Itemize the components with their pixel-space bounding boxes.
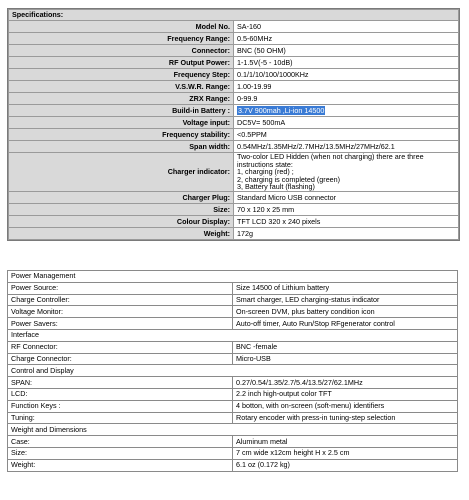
spec-value: 0-99.9	[234, 93, 459, 105]
spec-title: Specifications:	[9, 10, 459, 21]
spec-label: RF Output Power:	[9, 57, 234, 69]
power-row	[8, 412, 458, 424]
power-label: SPAN:	[8, 377, 233, 389]
spec-label: Frequency Step:	[9, 69, 234, 81]
spec-label: Voltage input:	[9, 117, 234, 129]
spec-value	[234, 105, 459, 117]
spec-label: Charger Plug:	[9, 192, 234, 204]
power-row	[8, 294, 458, 306]
power-label: Voltage Monitor:	[8, 306, 233, 318]
power-label: Tuning:	[8, 412, 233, 424]
power-row	[8, 459, 458, 471]
power-label: LCD:	[8, 388, 233, 400]
spec-row	[9, 81, 459, 93]
spec-value: 0.5-60MHz	[234, 33, 459, 45]
spec-value: <0.5PPM	[234, 129, 459, 141]
spec-row	[9, 45, 459, 57]
spec-label: Span width:	[9, 141, 234, 153]
spec-value: 1-1.5V(-5 - 10dB)	[234, 57, 459, 69]
power-label: Size:	[8, 447, 233, 459]
power-label: Power Savers:	[8, 318, 233, 330]
spec-header-row	[9, 10, 459, 21]
section-row	[8, 365, 458, 377]
power-value: Rotary encoder with press-in tuning-step selection	[233, 412, 458, 424]
spec-value-line: 2, charging is completed (green)	[237, 174, 341, 184]
power-label: Weight:	[8, 459, 233, 471]
power-label: Function Keys :	[8, 400, 233, 412]
spec-row	[9, 21, 459, 33]
power-value: 0.27/0.54/1.35/2.7/5.4/13.5/27/62.1MHz	[233, 377, 458, 389]
spec-value: SA-160	[234, 21, 459, 33]
spec-row	[9, 33, 459, 45]
spec-row	[9, 93, 459, 105]
power-row	[8, 400, 458, 412]
spec-value: DC5V= 500mA	[234, 117, 459, 129]
spec-value: 70 x 120 x 25 mm	[234, 204, 459, 216]
power-row	[8, 377, 458, 389]
spec-value: 0.1/1/10/100/1000KHz	[234, 69, 459, 81]
spec-value: Standard Micro USB connector	[234, 192, 459, 204]
power-row	[8, 341, 458, 353]
section-row	[8, 424, 458, 436]
spec-row	[9, 141, 459, 153]
spec-value-line: Two-color LED Hidden (when not charging) there are three instructions state:	[237, 152, 424, 169]
spec-label: Connector:	[9, 45, 234, 57]
section-heading: Interface	[8, 329, 458, 341]
power-value: 7 cm wide x12cm height H x 2.5 cm	[233, 447, 458, 459]
spec-label: Size:	[9, 204, 234, 216]
spec-row	[9, 216, 459, 228]
power-label: RF Connector:	[8, 341, 233, 353]
power-value: 4 botton, with on-screen (soft-menu) identifiers	[233, 400, 458, 412]
spec-label: Frequency stability:	[9, 129, 234, 141]
spec-label: V.S.W.R. Range:	[9, 81, 234, 93]
spec-value: 172g	[234, 228, 459, 240]
spec-row	[9, 153, 459, 192]
spec-value	[234, 153, 459, 192]
spec-value: 0.54MHz/1.35MHz/2.7MHz/13.5MHz/27MHz/62.1	[234, 141, 459, 153]
spec-row	[9, 204, 459, 216]
power-label: Case:	[8, 436, 233, 448]
power-management-table	[7, 270, 458, 472]
spec-value-highlighted[interactable]: 3.7V 900mah ,Li-ion 14500	[238, 105, 325, 115]
power-value: 6.1 oz (0.172 kg)	[233, 459, 458, 471]
spec-row	[9, 105, 459, 117]
spec-row	[9, 69, 459, 81]
spec-row	[9, 228, 459, 240]
spec-row	[9, 129, 459, 141]
power-row	[8, 388, 458, 400]
spec-label: Frequency Range:	[9, 33, 234, 45]
power-value: Size 14500 of Lithium battery	[233, 282, 458, 294]
spec-row	[9, 57, 459, 69]
section-row	[8, 271, 458, 283]
section-heading: Power Management	[8, 271, 458, 283]
section-heading: Control and Display	[8, 365, 458, 377]
spec-label: ZRX Range:	[9, 93, 234, 105]
power-value: 2.2 inch high-output color TFT	[233, 388, 458, 400]
power-row	[8, 447, 458, 459]
spec-label: Colour Display:	[9, 216, 234, 228]
power-row	[8, 436, 458, 448]
spec-value: BNC (50 OHM)	[234, 45, 459, 57]
power-value: Micro-USB	[233, 353, 458, 365]
power-row	[8, 318, 458, 330]
power-row	[8, 306, 458, 318]
section-heading: Weight and Dimensions	[8, 424, 458, 436]
power-value: Aluminum metal	[233, 436, 458, 448]
power-value: BNC -female	[233, 341, 458, 353]
power-label: Charge Controller:	[8, 294, 233, 306]
specifications-table	[7, 8, 460, 241]
spec-value-line: 1, charging (red) ;	[237, 167, 294, 177]
power-value: Auto-off timer, Auto Run/Stop RFgenerator control	[233, 318, 458, 330]
power-row	[8, 282, 458, 294]
spec-label: Weight:	[9, 228, 234, 240]
spec-label: Build-in Battery :	[9, 105, 234, 117]
spec-label: Model No.	[9, 21, 234, 33]
section-row	[8, 329, 458, 341]
power-value: On-screen DVM, plus battery condition icon	[233, 306, 458, 318]
power-value: Smart charger, LED charging-status indicator	[233, 294, 458, 306]
spec-label: Charger indicator:	[9, 153, 234, 192]
spec-value: 1.00-19.99	[234, 81, 459, 93]
spec-row	[9, 192, 459, 204]
power-label: Charge Connector:	[8, 353, 233, 365]
spec-row	[9, 117, 459, 129]
spec-value-line: 3, Battery fault (flashing)	[237, 182, 315, 192]
power-row	[8, 353, 458, 365]
power-label: Power Source:	[8, 282, 233, 294]
spec-value: TFT LCD 320 x 240 pixels	[234, 216, 459, 228]
